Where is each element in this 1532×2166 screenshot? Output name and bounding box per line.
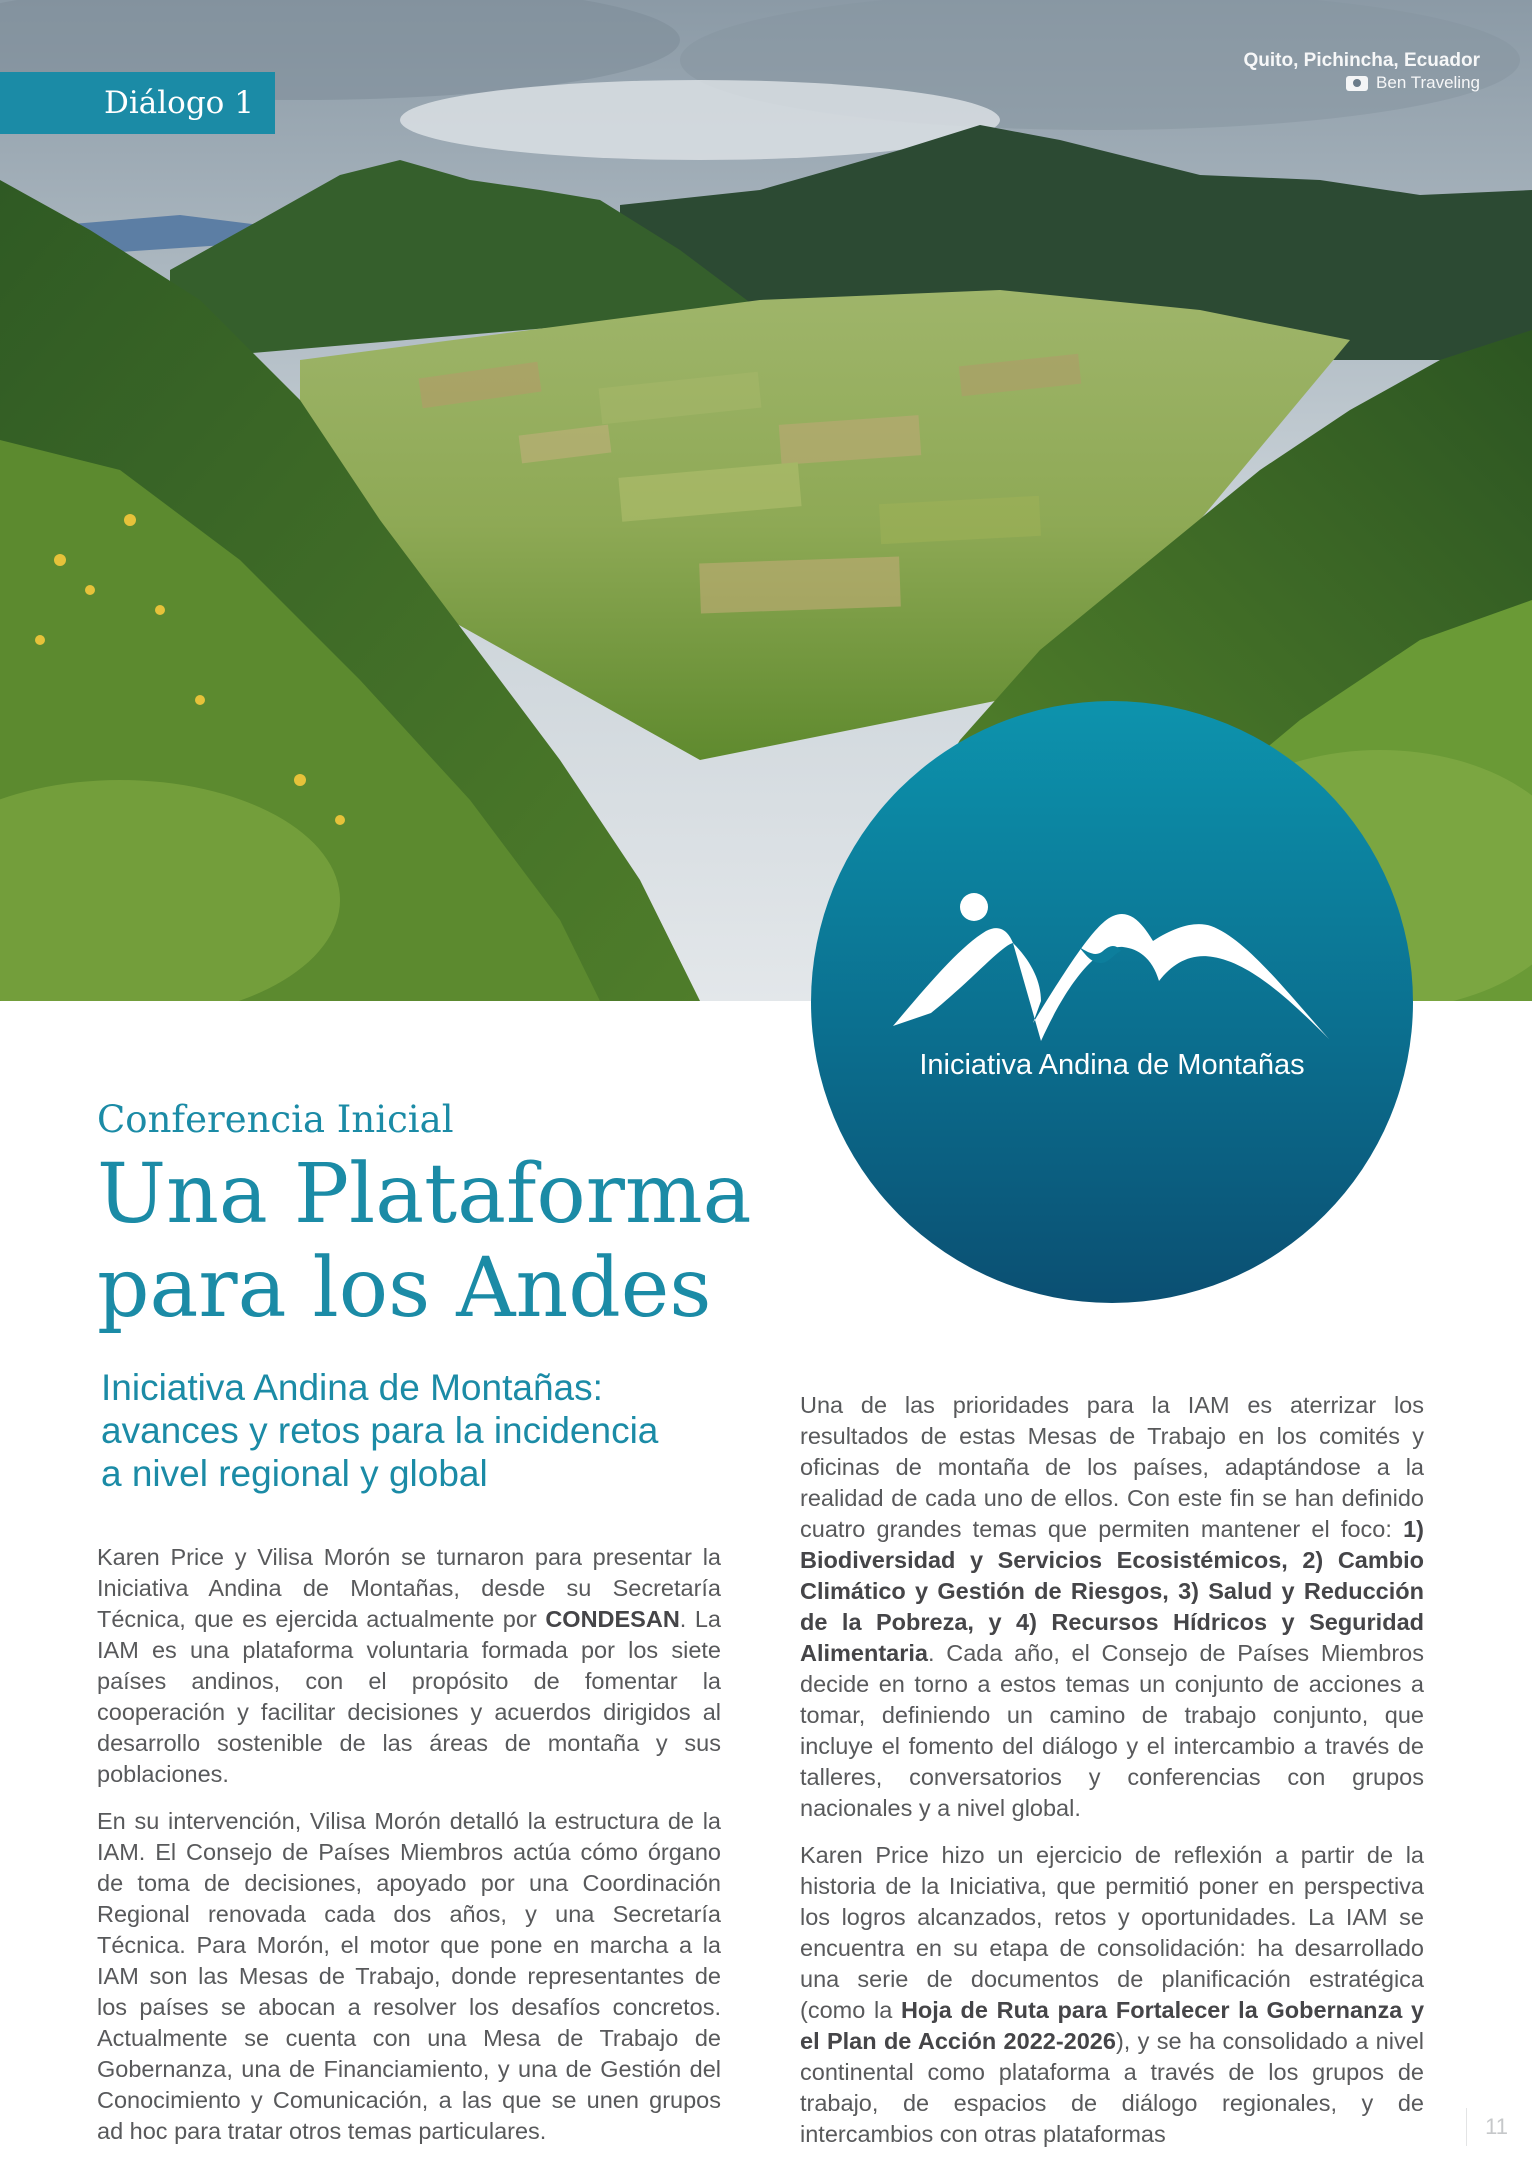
paragraph [800,1390,1424,1824]
article-kicker: Conferencia Inicial [97,1098,454,1141]
text-run: . La IAM es una plataforma voluntaria formada por los siete países andinos, con el propósito de fomentar la cooperación y facilitar decisiones y acuerdos dirigidos al desarrollo sostenible de las áreas de montaña y sus poblaciones. [97,1606,721,1787]
left-column [97,1542,721,2163]
article-subtitle [101,1366,741,1495]
title-line-1: Una Plataforma [97,1147,752,1242]
subtitle-line-3: a nivel regional y global [101,1453,488,1494]
text-run: Karen Price y Vilisa Morón se turnaron para presentar la Iniciativa Andina de Montañas, desde su Secretaría Técnica, que es ejercida actualmente por [97,1544,721,1632]
page-number: 11 [1466,2108,1508,2146]
iam-logo-circle [811,701,1413,1303]
right-column [800,1390,1424,2166]
photo-location: Quito, Pichincha, Ecuador [1243,50,1480,71]
subtitle-line-1: Iniciativa Andina de Montañas: [101,1367,603,1408]
subtitle-line-2: avances y retos para la incidencia [101,1410,659,1451]
themes-emphasis: 1) Biodiversidad y Servicios Ecosistémicos, 2) Cambio Climático y Gestión de Riesgos, 3) Salud y Reducción de la Pobreza, y 4) Recursos Hídricos y Seguridad Alimentaria [800,1516,1424,1666]
text-run: . Cada año, el Consejo de Países Miembros decide en torno a estos temas un conjunto de acciones a tomar, definiendo un camino de trabajo conjunto, que incluye el fomento del diálogo y el intercambio a través de talleres, conversatorios y conferencias con grupos nacionales y a nivel global. [800,1640,1424,1821]
logo-text: Iniciativa Andina de Montañas [919,1049,1305,1081]
paragraph [97,1542,721,1790]
text-run: ), y se ha consolidado a nivel continental como plataforma a través de los grupos de trabajo, de espacios de diálogo regionales, y de intercambios con otras plataformas [800,2028,1424,2147]
paragraph [800,1840,1424,2150]
photo-author: Ben Traveling [1376,73,1480,92]
dialog-section-tag: Diálogo 1 [0,72,275,134]
iam-mountains-logo-icon [891,891,1331,1041]
condesan-emphasis: CONDESAN [545,1606,680,1632]
text-run: Karen Price hizo un ejercicio de reflexión a partir de la historia de la Iniciativa, que permitió poner en perspectiva los logros alcanzados, retos y oportunidades. La IAM se encuentra en su etapa de consolidación: ha desarrollado una serie de documentos de planificación estratégica (como la [800,1842,1424,2023]
text-run: Una de las prioridades para la IAM es aterrizar los resultados de estas Mesas de Trabajo en los comités y oficinas de montaña de los países, adaptándose a la realidad de cada uno de ellos. Con este fin se han definido cuatro grandes temas que permiten mantener el foco: [800,1392,1424,1542]
photo-author-row [1244,72,1480,94]
roadmap-emphasis: Hoja de Ruta para Fortalecer la Gobernanza y el Plan de Acción 2022-2026 [800,1997,1425,2054]
article-title [97,1148,817,1336]
photo-credit [1244,50,1480,94]
paragraph: En su intervención, Vilisa Morón detalló la estructura de la IAM. El Consejo de Países Miembros actúa cómo órgano de toma de decisiones, apoyado por una Coordinación Regional renovada cada dos años, y una Secretaría Técnica. Para Morón, el motor que pone en marcha a la IAM son las Mesas de Trabajo, donde representantes de los países se abocan a resolver los desafíos concretos. Actualmente se cuenta con una Mesa de Trabajo de Gobernanza, una de Financiamiento, y una de Gestión del Conocimiento y Comunicación, a las que se unen grupos ad hoc para tratar otros temas particulares. [97,1808,721,2144]
camera-icon [1346,76,1368,91]
title-line-2: para los Andes [97,1241,712,1336]
